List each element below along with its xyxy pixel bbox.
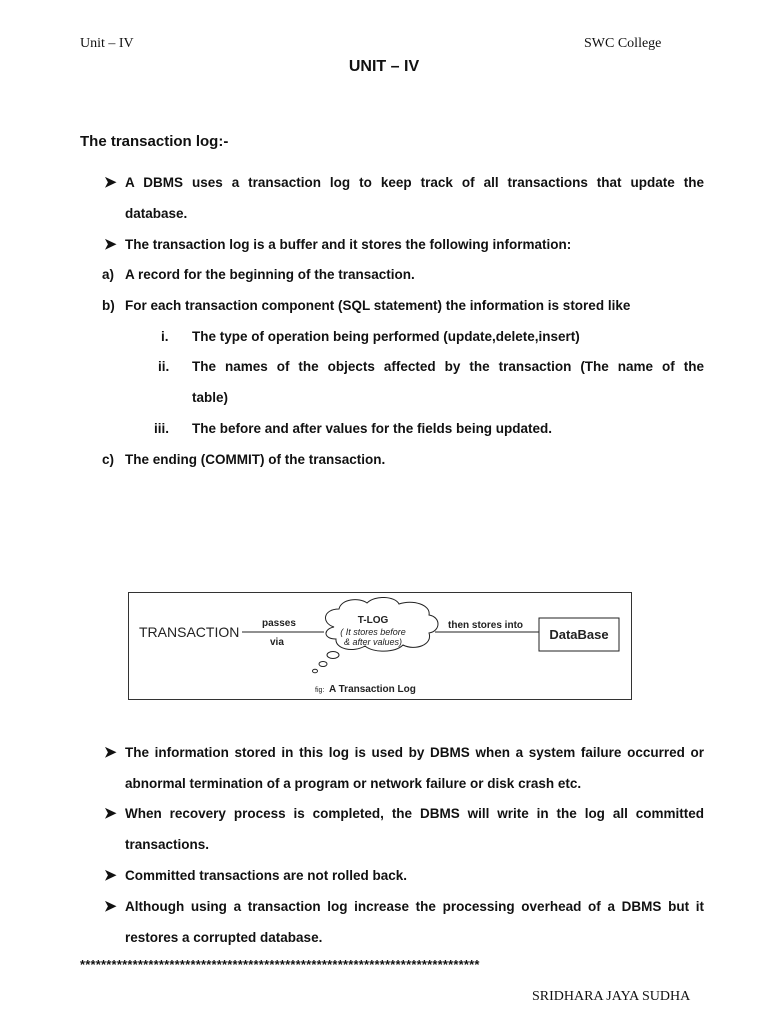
database-label: DataBase [549, 627, 609, 642]
arrow-bullet-icon: ➤ [104, 805, 117, 822]
edge-label-passes: passes [262, 618, 296, 629]
transaction-label: TRANSACTION [139, 624, 240, 640]
list-marker: a) [102, 267, 115, 282]
transaction-log-figure [128, 592, 632, 700]
bullet-text: database. [125, 206, 188, 221]
sublist-item: The before and after values for the fields being updated. [192, 421, 553, 436]
footer-author: SRIDHARA JAYA SUDHA [532, 989, 691, 1004]
arrow-bullet-icon: ➤ [104, 867, 117, 884]
bullet-text: A DBMS uses a transaction log to keep track of all transactions that update the [125, 175, 704, 190]
cloud-line-2: & after values) [343, 637, 403, 647]
cloud-title: T-LOG [357, 615, 389, 626]
section-title: The transaction log:- [80, 133, 229, 150]
caption-prefix: fig: [315, 687, 325, 694]
bullet-text: Committed transactions are not rolled back. [125, 868, 408, 883]
list-item: A record for the beginning of the transaction. [125, 267, 415, 282]
sublist-item: The names of the objects affected by the transaction (The name of the [192, 359, 704, 374]
bullet-text: restores a corrupted database. [125, 930, 323, 945]
list-item: The ending (COMMIT) of the transaction. [125, 452, 386, 467]
arrow-bullet-icon: ➤ [104, 174, 117, 191]
sublist-marker: iii. [154, 421, 170, 436]
cloud-line-1: ( It stores before [340, 627, 406, 637]
list-item: For each transaction component (SQL statement) the information is stored like [125, 298, 631, 313]
bullet-text: transactions. [125, 837, 210, 852]
bullet-text: The information stored in this log is used by DBMS when a system failure occurred or [125, 745, 704, 760]
list-marker: c) [102, 452, 115, 467]
figure-diagram [129, 593, 631, 699]
bullet-text: The transaction log is a buffer and it stores the following information: [125, 237, 572, 252]
sublist-item: The type of operation being performed (update,delete,insert) [192, 329, 580, 344]
sublist-item: table) [192, 390, 229, 405]
header-left: Unit – IV [80, 36, 134, 51]
page-title: UNIT – IV [348, 58, 420, 75]
header-right: SWC College [584, 36, 662, 51]
arrow-bullet-icon: ➤ [104, 236, 117, 253]
arrow-bullet-icon: ➤ [104, 898, 117, 915]
star-divider: **************************************************************************** [80, 957, 480, 972]
sublist-marker: i. [161, 329, 169, 344]
arrow-bullet-icon: ➤ [104, 744, 117, 761]
list-marker: b) [102, 298, 115, 313]
sublist-marker: ii. [158, 359, 170, 374]
figure-caption: A Transaction Log [329, 684, 416, 695]
bullet-text: Although using a transaction log increase the processing overhead of a DBMS but it [125, 899, 704, 914]
bullet-text: abnormal termination of a program or network failure or disk crash etc. [125, 776, 582, 791]
edge-label-via: via [270, 637, 284, 648]
bullet-text: When recovery process is completed, the DBMS will write in the log all committed [125, 806, 704, 821]
edge-label-stores: then stores into [448, 620, 524, 631]
